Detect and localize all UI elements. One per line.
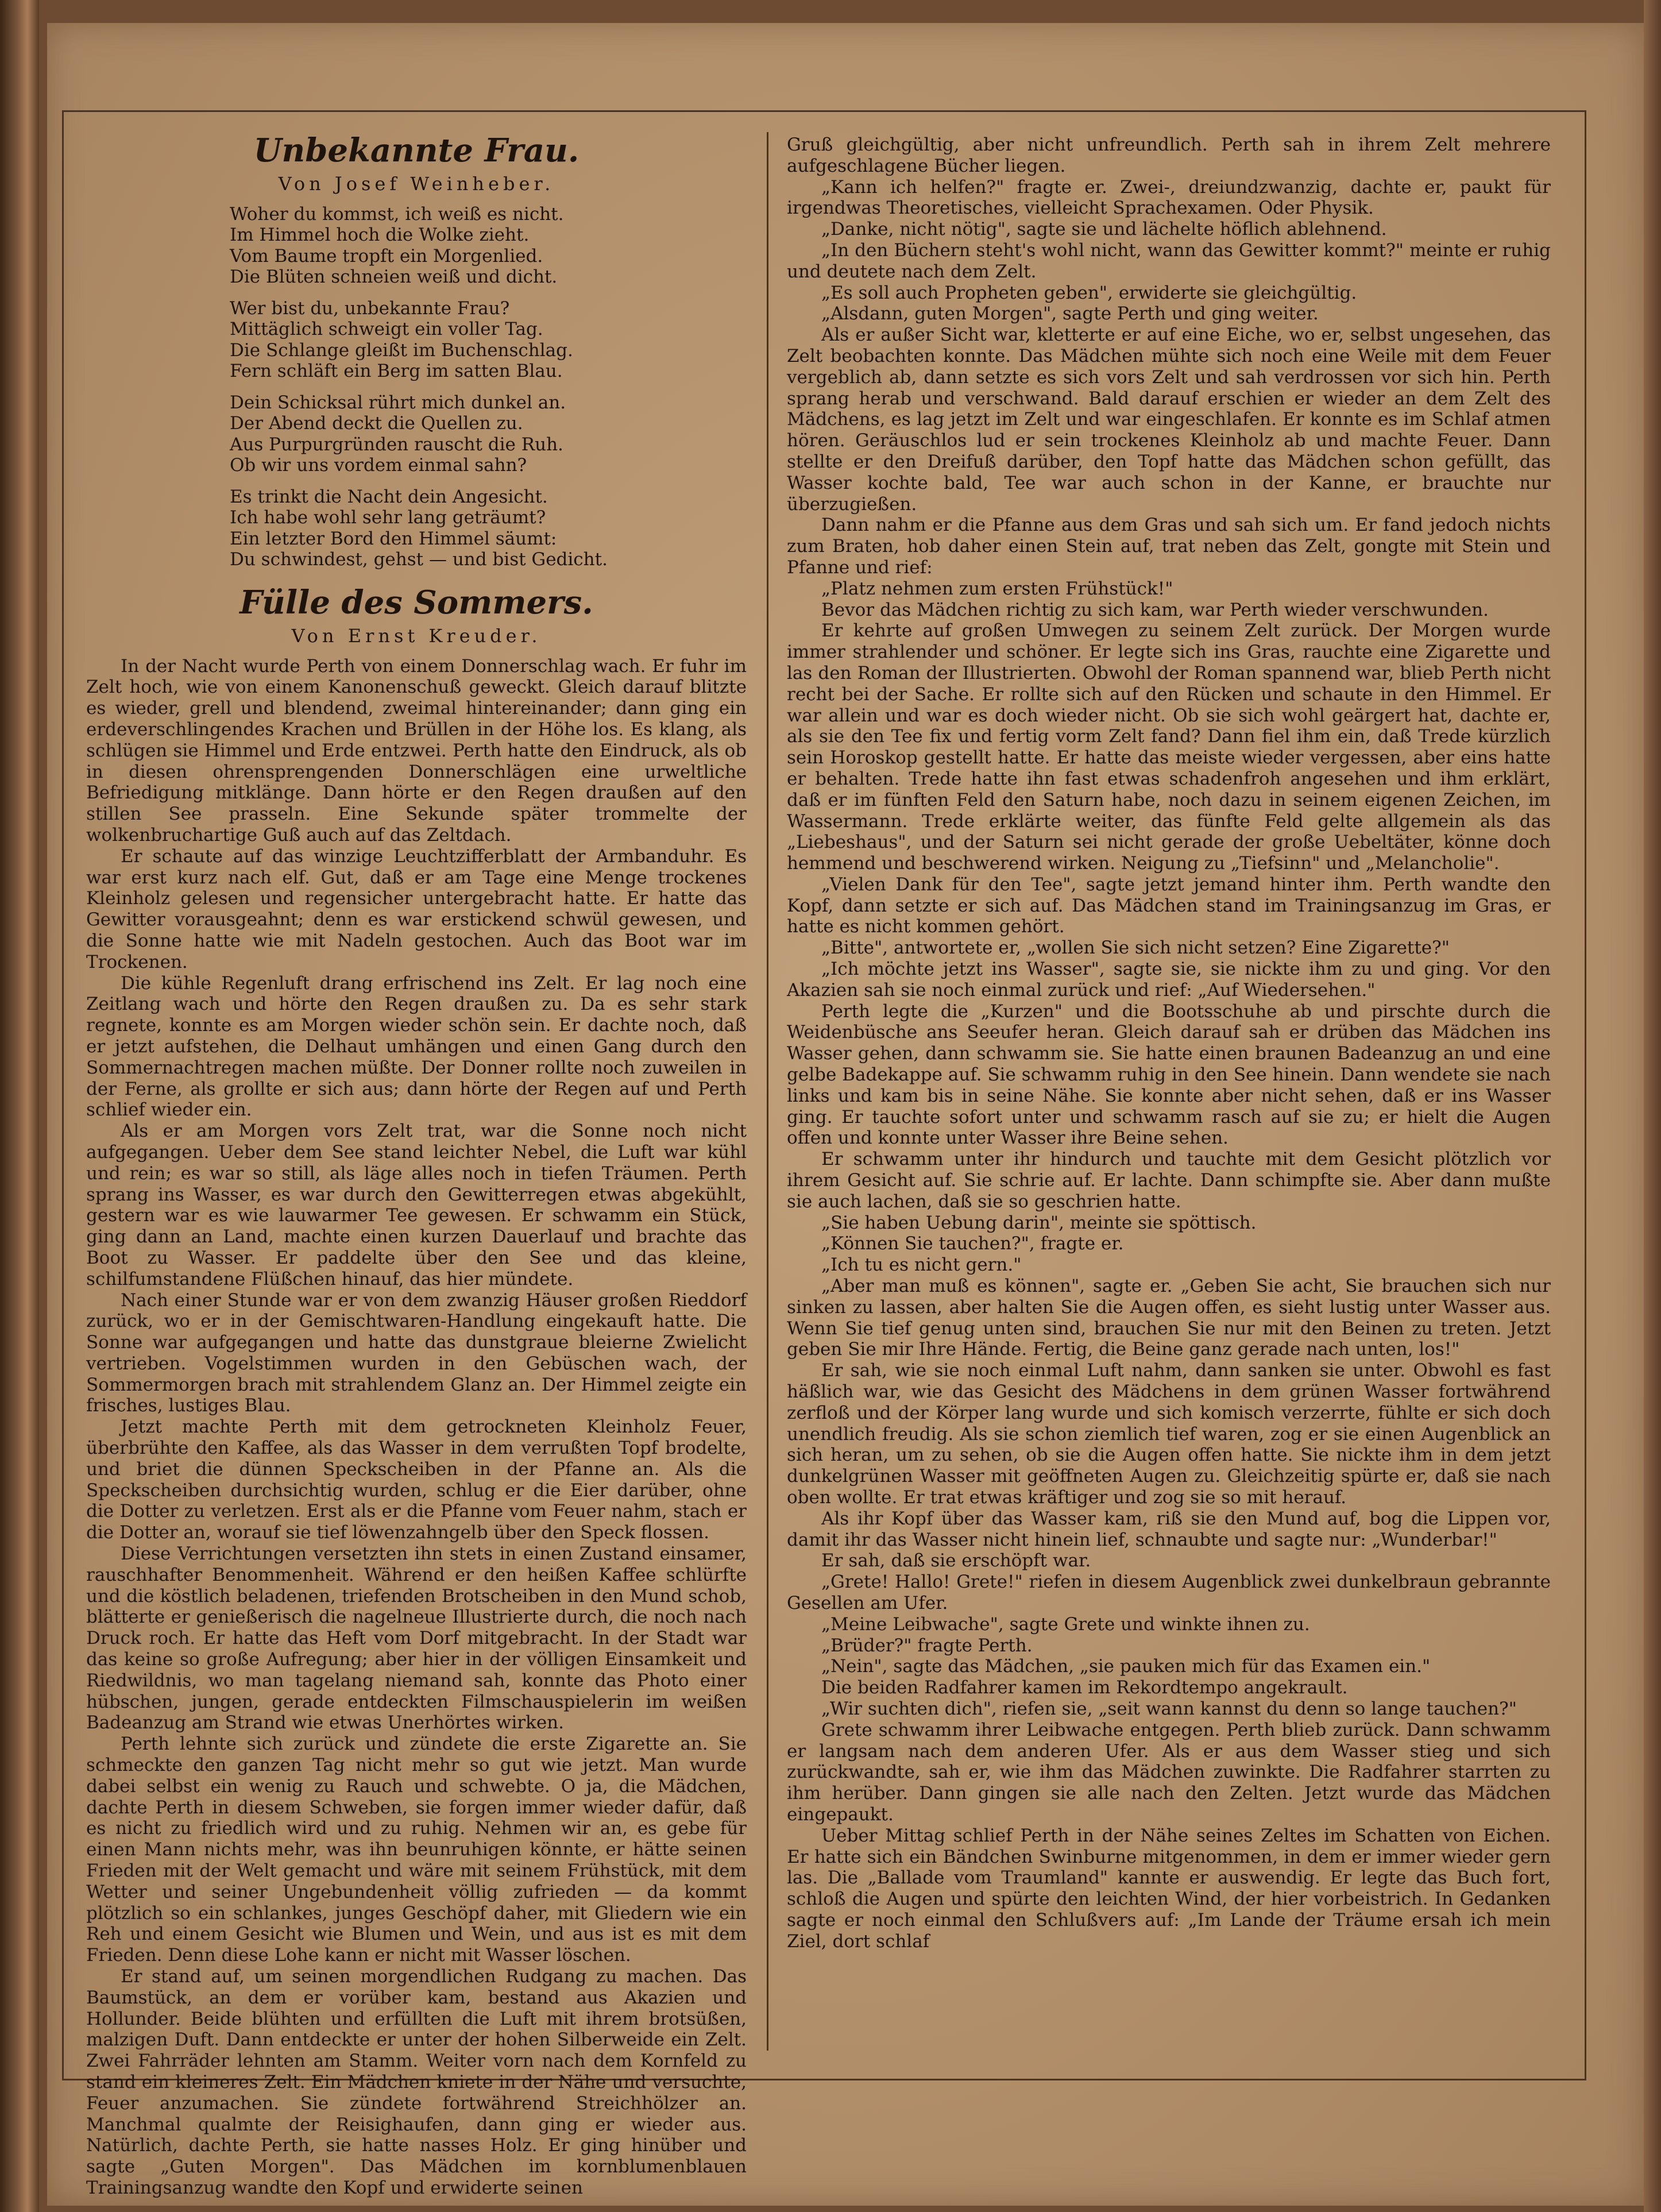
story-paragraph: „Sie haben Uebung darin", meinte sie spöttisch. (821, 1212, 1257, 1233)
story-paragraph: Ueber Mittag schlief Perth in der Nähe seines Zeltes im Schatten von Eichen. Er hatte sich ein Bändchen Swinburne mitgenommen, in dem er immer wieder gern las. Die „Ballade vom Traumland" kannte er auswendig. Er legte das Buch fort, schloß die Augen und spürte den leichten Wind, der hier vorbeistrich. In Gedanken sagte er noch einmal den Schlußvers auf: „Im Lande der Träume ersah ich mein Ziel, dort schlaf (787, 1825, 1551, 1952)
poem-author: Von Josef Weinheber. (278, 173, 555, 195)
column-divider (767, 132, 768, 2051)
story-paragraph: Gruß gleichgültig, aber nicht unfreundlich. Perth sah in ihrem Zelt mehrere aufgeschlagene Bücher liegen. (787, 134, 1551, 176)
poem-stanza (230, 298, 747, 382)
left-column (86, 132, 747, 2199)
story-paragraph: Nach einer Stunde war er von dem zwanzig Häuser großen Rieddorf zurück, wo er in der Gemischtwaren-Handlung eingekauft hatte. Die Sonne war aufgegangen und hatte das dunstgraue bleierne Zwielicht vertrieben. Vogelstimmen wurden in den Gebüschen wach, der Sommermorgen brach mit strahlendem Glanz an. Der Himmel zeigte ein frisches, lustiges Blau. (86, 1290, 747, 1416)
poem-line: Du schwindest, gehst — und bist Gedicht. (230, 549, 608, 570)
story-paragraph: Er schaute auf das winzige Leuchtzifferblatt der Armbanduhr. Es war erst kurz nach elf. Gut, daß er am Tage eine Menge trockenes Kleinholz gelesen und regensicher untergebracht hatte. Er hatte das Gewitter vorausgeahnt; denn es war erstickend schwül gewesen, und die Sonne hatte wie mit Nadeln gestochen. Auch das Boot war im Trockenen. (86, 846, 747, 972)
story-paragraph: Jetzt machte Perth mit dem getrockneten Kleinholz Feuer, überbrühte den Kaffee, als das Wasser in dem verrußten Topf brodelte, und briet die dünnen Speckscheiben in der Pfanne an. Als die Speckscheiben durchsichtig wurden, schlug er die Eier darüber, ohne die Dotter zu verletzen. Erst als er die Pfanne vom Feuer nahm, stach er die Dotter an, worauf sie tief löwenzahngelb über den Speck flossen. (86, 1416, 747, 1543)
story-paragraph: Bevor das Mädchen richtig zu sich kam, war Perth wieder verschwunden. (821, 599, 1489, 620)
story-paragraph: Er stand auf, um seinen morgendlichen Rudgang zu machen. Das Baumstück, an dem er vorüber kam, bestand aus Akazien und Hollunder. Beide blühten und erfüllten die Luft mit ihrem brotsüßen, malzigen Duft. Dann entdeckte er unter der hohen Silberweide ein Zelt. Zwei Fahrräder lehnten am Stamm. Weiter vorn nach dem Kornfeld zu stand ein kleineres Zelt. Ein Mädchen kniete in der Nähe und versuchte, Feuer anzumachen. Sie zündete fortwährend Streichhölzer an. Manchmal qualmte der Reisighaufen, dann ging er wieder aus. Natürlich, dachte Perth, sie hatte nasses Holz. Er ging hinüber und sagte „Guten Morgen". Das Mädchen im kornblumenblauen Trainingsanzug wandte den Kopf und erwiderte seinen (86, 1966, 747, 2198)
story-paragraph: Er sah, daß sie erschöpft war. (821, 1550, 1091, 1572)
story-paragraph: „Es soll auch Propheten geben", erwiderte sie gleichgültig. (821, 282, 1357, 303)
story-paragraph: Als er außer Sicht war, kletterte er auf eine Eiche, wo er, selbst ungesehen, das Zelt beobachten konnte. Das Mädchen mühte sich noch eine Weile mit dem Feuer vergeblich ab, dann setzte es sich vors Zelt und sah verdrossen vor sich hin. Perth sprang herab und verschwand. Bald darauf erschien er wieder an dem Zelt des Mädchens, es lag jetzt im Zelt und war eingeschlafen. Er konnte es im Schlaf atmen hören. Geräuschlos lud er sein trockenes Kleinholz ab und machte Feuer. Dann stellte er den Dreifuß darüber, den Topf hatte das Mädchen schon gefüllt, das Wasser kochte bald, Tee war auch schon in der Kanne, er brauchte nur überzugießen. (787, 325, 1551, 515)
story-paragraph: „Ich tu es nicht gern." (821, 1254, 1022, 1276)
story-paragraph: Er sah, wie sie noch einmal Luft nahm, dann sanken sie unter. Obwohl es fast häßlich war, wie das Gesicht des Mädchens in dem grünen Wasser fortwährend zerfloß und der Körper lang wurde und sich komisch verzerrte, fühlte er sich doch unendlich freudig. Als sie schon ziemlich tief waren, zog er sie einen Augenblick an sich heran, um zu sehen, ob sie die Augen offen hatte. Sie nickte ihm in dem jetzt dunkelgrünen Wasser mit geöffneten Augen zu. Gleichzeitig spürte er, daß sie nach oben wollte. Er trat etwas kräftiger und zog sie so mit herauf. (787, 1360, 1551, 1508)
poem-line: Ich habe wohl sehr lang geträumt? (230, 507, 546, 528)
poem-line: Die Blüten schneien weiß und dicht. (230, 267, 558, 288)
story-paragraph: „Aber man muß es können", sagte er. „Geben Sie acht, Sie brauchen sich nur sinken zu lassen, aber halten Sie die Augen offen, es sieht lustig unter Wasser aus. Wenn Sie tief genug unten sind, brauchen Sie nur mit den Beinen zu treten. Jetzt geben Sie mir Ihre Hände. Fertig, die Beine ganz gerade nach unten, los!" (787, 1276, 1551, 1360)
story-paragraph: Dann nahm er die Pfanne aus dem Gras und sah sich um. Er fand jedoch nichts zum Braten, hob daher einen Stein auf, trat neben das Zelt, gongte mit Stein und Pfanne und rief: (787, 515, 1551, 578)
story-paragraph: „Brüder?" fragte Perth. (821, 1635, 1033, 1656)
book-spine (0, 0, 39, 2212)
story-paragraph: „Können Sie tauchen?", fragte er. (821, 1233, 1124, 1254)
poem-line: Dein Schicksal rührt mich dunkel an. (230, 392, 566, 413)
story-paragraph: Als er am Morgen vors Zelt trat, war die Sonne noch nicht aufgegangen. Ueber dem See stand leichter Nebel, die Luft war kühl und rein; es war so still, als läge alles noch in tiefen Träumen. Perth sprang ins Wasser, es war durch den Gewitterregen etwas abgekühlt, gestern war es wie lauwarmer Tee gewesen. Er schwamm ein Stück, ging dann an Land, machte einen kurzen Dauerlauf und brachte das Boot zu Wasser. Er paddelte über den See und das kleine, schilfumstandene Flüßchen hinauf, das hier mündete. (86, 1121, 747, 1290)
poem-line: Es trinkt die Nacht dein Angesicht. (230, 486, 548, 507)
story-paragraph: „Ich möchte jetzt ins Wasser", sagte sie, sie nickte ihm zu und ging. Vor den Akazien sah sie noch einmal zurück und rief: „Auf Wiedersehen." (787, 959, 1551, 1001)
poem-line: Vom Baume tropft ein Morgenlied. (230, 245, 543, 267)
story-paragraph: „Grete! Hallo! Grete!" riefen in diesem Augenblick zwei dunkelbraun gebrannte Gesellen am Ufer. (787, 1572, 1551, 1613)
story-paragraph: Er kehrte auf großen Umwegen zu seinem Zelt zurück. Der Morgen wurde immer strahlender und schöner. Er legte sich ins Gras, rauchte eine Zigarette und las den Roman der Illustrierten. Obwohl der Roman spannend war, blieb Perth nicht recht bei der Sache. Er rollte sich auf den Rücken und schaute in den Himmel. Er war allein und war es doch wieder nicht. Ob sie sich wohl geärgert hat, dachte er, als sie den Tee fix und fertig vorm Zelt fand? Dann fiel ihm ein, daß Trede kürzlich sein Horoskop gestellt hatte. Er hatte das meiste wieder vergessen, aber eins hatte er behalten. Trede hatte ihn fast etwas schadenfroh angesehen und ihm erklärt, daß er im fünften Feld den Saturn habe, noch dazu in seinem eigenen Zeichen, im Wassermann. Trede erklärte weiter, das fünfte Feld gelte allgemein als das „Liebeshaus", und der Saturn sei nicht gerade der große Uebeltäter, könne doch hemmend und beschwerend wirken. Neigung zu „Tiefsinn" und „Melancholie". (787, 620, 1551, 874)
poem-line: Mittäglich schweigt ein voller Tag. (230, 319, 543, 340)
story-paragraph: Diese Verrichtungen versetzten ihn stets in einen Zustand einsamer, rauschhafter Benommenheit. Während er den heißen Kaffee schlürfte und die köstlich beladenen, triefenden Brotscheiben in den Mund schob, blätterte er genießerisch die nagelneue Illustrierte durch, die noch nach Druck roch. Er hatte das Heft vom Dorf mitgebracht. In der Stadt war das keine so große Aufregung; aber hier in der völligen Einsamkeit und Riedwildnis, wo man tagelang niemand sah, konnte das Photo einer hübschen, jungen, gerade entdeckten Filmschauspielerin im weißen Badeanzug am Strand wie etwas Unerhörtes wirken. (86, 1543, 747, 1734)
story-paragraph: „In den Büchern steht's wohl nicht, wann das Gewitter kommt?" meinte er ruhig und deutete nach dem Zelt. (787, 240, 1551, 282)
story-paragraph: „Wir suchten dich", riefen sie, „seit wann kannst du denn so lange tauchen?" (821, 1698, 1517, 1719)
story-paragraph: Perth legte die „Kurzen" und die Bootsschuhe ab und pirschte durch die Weidenbüsche ans Seeufer heran. Gleich darauf sah er drüben das Mädchen ins Wasser gehen, dann schwamm sie. Sie hatte einen braunen Badeanzug an und eine gelbe Badekappe auf. Sie schwamm ruhig in den See hinein. Dann wendete sie nach links und kam bis in seine Nähe. Sie konnte aber nicht sehen, daß er ins Wasser ging. Er tauchte sofort unter und schwamm rasch auf sie zu; er hielt die Augen offen und konnte unter Wasser ihre Beine sehen. (787, 1001, 1551, 1149)
story-paragraph: „Meine Leibwache", sagte Grete und winkte ihnen zu. (821, 1613, 1310, 1635)
poem-stanza (230, 392, 747, 476)
poem-line: Ein letzter Bord den Himmel säumt: (230, 528, 557, 549)
poem-line: Wer bist du, unbekannte Frau? (230, 298, 510, 319)
story-paragraph: „Vielen Dank für den Tee", sagte jetzt jemand hinter ihm. Perth wandte den Kopf, dann setzte er sich auf. Das Mädchen stand im Trainingsanzug im Gras, er hatte es nicht kommen gehört. (787, 874, 1551, 937)
story-title: Fülle des Sommers. (240, 583, 593, 621)
story-paragraph: Die beiden Radfahrer kamen im Rekordtempo angekrault. (821, 1677, 1348, 1698)
poem-line: Fern schläft ein Berg im satten Blau. (230, 361, 563, 382)
story-paragraph: Er schwamm unter ihr hindurch und tauchte mit dem Gesicht plötzlich vor ihrem Gesicht auf. Sie schrie auf. Er lachte. Dann schimpfte sie. Aber dann mußte sie auch lachen, daß sie so geschrien hatte. (787, 1149, 1551, 1212)
story-paragraph: „Danke, nicht nötig", sagte sie und lächelte höflich ablehnend. (821, 219, 1387, 240)
right-column (787, 134, 1551, 1952)
poem-line: Der Abend deckt die Quellen zu. (230, 413, 523, 434)
poem-line: Die Schlange gleißt im Buchenschlag. (230, 339, 573, 361)
poem-stanza (230, 204, 747, 288)
poem-title: Unbekannte Frau. (253, 132, 580, 169)
poem-line: Ob wir uns vordem einmal sahn? (230, 455, 527, 476)
story-paragraph: Perth lehnte sich zurück und zündete die erste Zigarette an. Sie schmeckte den ganzen Tag nicht mehr so gut wie jetzt. Man wurde dabei selbst ein wenig zu Rauch und schwebte. O ja, die Mädchen, dachte Perth in diesem Schweben, sie forgen immer wieder dafür, daß es nicht zu friedlich wird und zu ruhig. Nehmen wir an, es gebe für einen Mann nichts mehr, was ihn beunruhigen könnte, er hätte seinen Frieden mit der Welt gemacht und wäre mit seinem Frühstück, mit dem Wetter und seiner Ungebundenheit völlig zufrieden — da kommt plötzlich so ein schlankes, junges Geschöpf daher, mit Gliedern wie ein Reh und einem Gesicht wie Blumen und Wein, und aus ist es mit dem Frieden. Denn diese Lohe kann er nicht mit Wasser löschen. (86, 1734, 747, 1966)
story-paragraph: In der Nacht wurde Perth von einem Donnerschlag wach. Er fuhr im Zelt hoch, wie von einem Kanonenschuß geweckt. Gleich darauf blitzte es wieder, grell und blendend, zweimal hintereinander; dann ging ein erdeverschlingendes Krachen und Brüllen in der Höhe los. Es klang, als schlügen sie Himmel und Erde entzwei. Perth hatte den Eindruck, als ob in diesen ohrensprengenden Donnerschlägen eine urweltliche Befriedigung mitklänge. Dann hörte er den Regen draußen auf den stillen See prasseln. Eine Sekunde später trommelte der wolkenbruchartige Guß auch auf das Zeltdach. (86, 655, 747, 846)
poem-body (230, 204, 747, 570)
story-paragraph: „Nein", sagte das Mädchen, „sie pauken mich für das Examen ein." (821, 1656, 1431, 1677)
story-paragraph: Die kühle Regenluft drang erfrischend ins Zelt. Er lag noch eine Zeitlang wach und hörte den Regen draußen zu. Da es sehr stark regnete, konnte es am Morgen wieder schön sein. Er dachte noch, daß er jetzt aufstehen, die Delhaut umhängen und einen Gang durch den Sommernachtregen machen müßte. Der Donner rollte noch zuweilen in der Ferne, als grollte er sich aus; dann hörte der Regen auf und Perth schlief wieder ein. (86, 972, 747, 1121)
story-author: Von Ernst Kreuder. (291, 624, 542, 647)
story-paragraph: „Kann ich helfen?" fragte er. Zwei-, dreiundzwanzig, dachte er, paukt für irgendwas Theoretisches, vielleicht Sprachexamen. Oder Physik. (787, 176, 1551, 219)
page-edge (1644, 0, 1661, 2212)
story-paragraph: „Bitte", antwortete er, „wollen Sie sich nicht setzen? Eine Zigarette?" (821, 937, 1450, 959)
poem-line: Im Himmel hoch die Wolke zieht. (230, 225, 530, 246)
poem-stanza (230, 487, 747, 570)
poem-line: Aus Purpurgründen rauscht die Ruh. (230, 434, 563, 455)
story-paragraph: „Alsdann, guten Morgen", sagte Perth und ging weiter. (821, 303, 1319, 325)
story-paragraph: Als ihr Kopf über das Wasser kam, riß sie den Mund auf, bog die Lippen vor, damit ihr das Wasser nicht hinein lief, schnaubte und sagte nur: „Wunderbar!" (787, 1508, 1551, 1550)
story-paragraph: Grete schwamm ihrer Leibwache entgegen. Perth blieb zurück. Dann schwamm er langsam nach dem anderen Ufer. Als er aus dem Wasser stieg und sich zurückwandte, sah er, wie ihm das Mädchen zuwinkte. Die Radfahrer starrten zu ihm herüber. Dann gingen sie alle nach den Zelten. Jetzt wurde das Mädchen eingepaukt. (787, 1719, 1551, 1825)
poem-line: Woher du kommst, ich weiß es nicht. (230, 203, 564, 225)
story-paragraph: „Platz nehmen zum ersten Frühstück!" (821, 578, 1173, 599)
